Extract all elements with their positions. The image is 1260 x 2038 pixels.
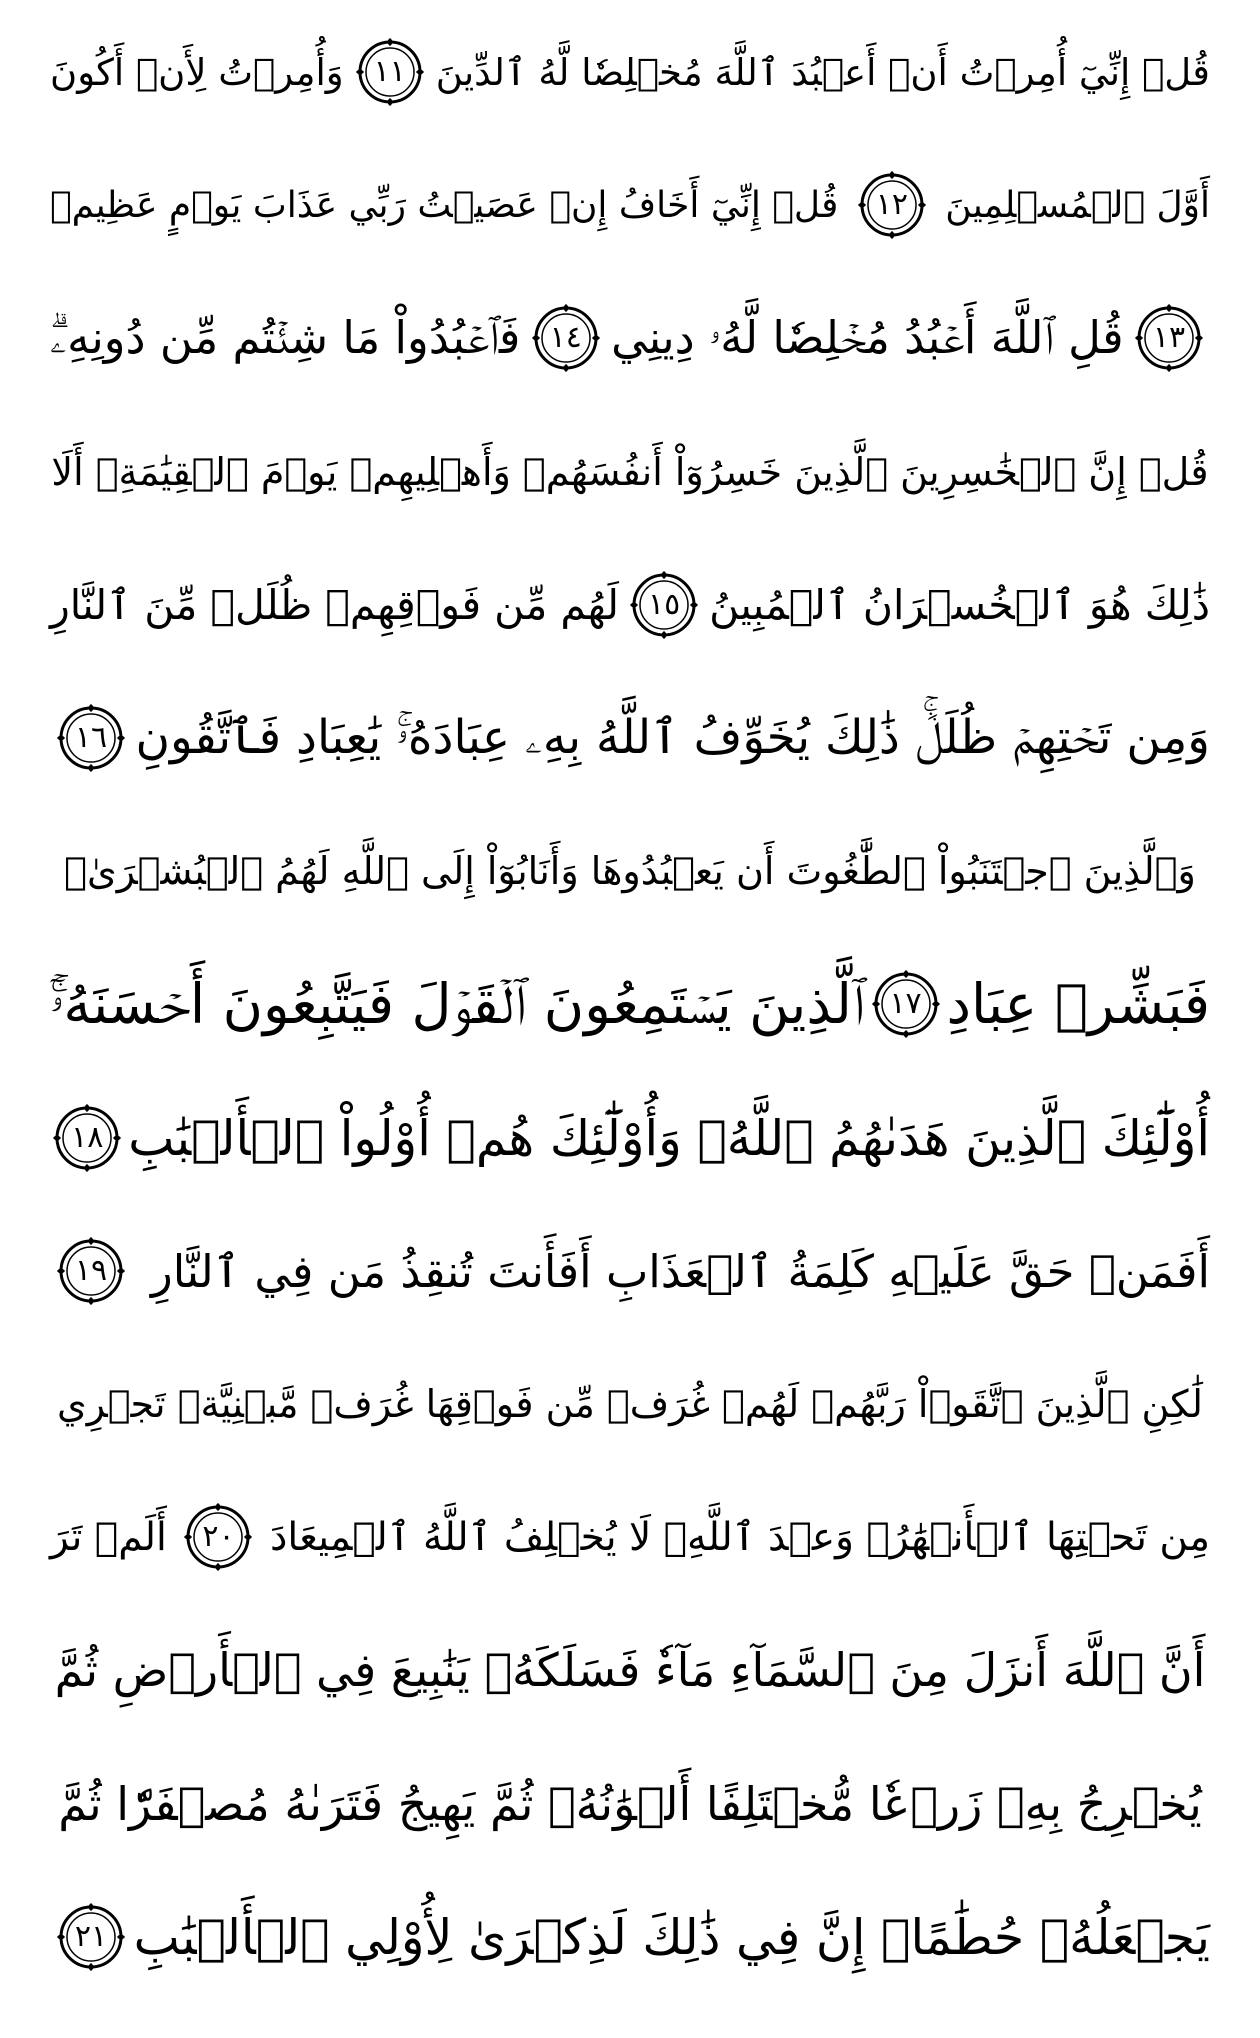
text-line (50, 1610, 1210, 1730)
verse-number-marker (54, 1234, 128, 1308)
verse-number: ٢١ (74, 1919, 108, 1954)
verse-text: وَمِن تَحۡتِهِمۡ ظُلَلٞۚ ذَٰلِكَ يُخَوِّفُ ٱللَّهُ بِهِۦ عِبَادَهُۥۚ يَٰعِبَادِ فَٱتَّقُونِ (135, 710, 1210, 765)
text-line (50, 1344, 1210, 1464)
text-line (50, 1744, 1210, 1864)
verse-number: ١٣ (1152, 320, 1186, 355)
verse-text: وَٱلَّذِينَ ٱجۡتَنَبُواْ ٱلطَّٰغُوتَ أَن يَعۡبُدُوهَا وَأَنَابُوٓاْ إِلَى ٱللَّهِ لَهُمُ ٱلۡبُشۡرَىٰۚ (64, 849, 1196, 893)
verse-number: ١١ (373, 54, 406, 89)
text-line (50, 412, 1210, 532)
verse-text: ٱلَّذِينَ يَسۡتَمِعُونَ ٱلۡقَوۡلَ فَيَتَّبِعُونَ أَحۡسَنَهُۥٓۚ (49, 971, 865, 1036)
verse-number: ١٩ (74, 1253, 108, 1288)
text-line (50, 1877, 1210, 1997)
verse-number-marker (855, 168, 929, 242)
verse-number-marker (50, 1101, 124, 1175)
verse-text: أَلَمۡ تَرَ (50, 1514, 167, 1560)
verse-number-marker (1132, 301, 1206, 375)
verse-text: قُلۡ إِنِّيٓ أُمِرۡتُ أَنۡ أَعۡبُدَ ٱللَّهَ مُخۡلِصٗا لَّهُ ٱلدِّينَ (435, 50, 1210, 94)
verse-number: ٢٠ (202, 1519, 235, 1554)
verse-number-marker (627, 568, 701, 642)
verse-text: أَفَمَنۡ حَقَّ عَلَيۡهِ كَلِمَةُ ٱلۡعَذَابِ أَفَأَنتَ تُنقِذُ مَن فِي ٱلنَّارِ (151, 1244, 1210, 1298)
text-line (50, 944, 1210, 1064)
verse-text: أَوَّلَ ٱلۡمُسۡلِمِينَ (945, 184, 1210, 226)
verse-text: فَبَشِّرۡ عِبَادِ (946, 972, 1210, 1036)
text-line (50, 678, 1210, 798)
verse-text: أَنَّ ٱللَّهَ أَنزَلَ مِنَ ٱلسَّمَآءِ مَآءٗ فَسَلَكَهُۥ يَنَٰبِيعَ فِي ٱلۡأَرۡضِ ثُمَّ (54, 1643, 1206, 1697)
verse-text: فَٱعۡبُدُواْ مَا شِئۡتُم مِّن دُونِهِۦۗ (50, 311, 521, 364)
verse-number: ١٨ (71, 1120, 104, 1155)
text-line (50, 278, 1210, 398)
verse-number-marker (353, 35, 427, 109)
verse-text: قُلۡ إِنِّيٓ أَخَافُ إِنۡ عَصَيۡتُ رَبِّي عَذَابَ يَوۡمٍ عَظِيمٖ (50, 184, 839, 226)
text-line (50, 145, 1210, 265)
verse-number: ١٦ (74, 720, 108, 755)
text-line (50, 1477, 1210, 1597)
text-line (50, 1211, 1210, 1331)
verse-number: ١٤ (549, 320, 582, 355)
verse-text: ذَٰلِكَ هُوَ ٱلۡخُسۡرَانُ ٱلۡمُبِينُ (709, 581, 1210, 629)
text-line (50, 12, 1210, 132)
text-line (50, 1078, 1210, 1198)
verse-number-marker (529, 301, 603, 375)
verse-number-marker (54, 701, 128, 775)
text-line (50, 811, 1210, 931)
verse-number-marker (181, 1500, 255, 1574)
verse-text: وَأُمِرۡتُ لِأَنۡ أَكُونَ (50, 50, 344, 94)
verse-text: أُوْلَٰٓئِكَ ٱلَّذِينَ هَدَىٰهُمُ ٱللَّهُۖ وَأُوْلَٰٓئِكَ هُمۡ أُوْلُواْ ٱلۡأَلۡبَٰبِ (128, 1109, 1210, 1167)
verse-number: ١٥ (647, 587, 681, 622)
verse-text: لَهُم مِّن فَوۡقِهِمۡ ظُلَلٞ مِّنَ ٱلنَّارِ (50, 581, 619, 629)
verse-text: يُخۡرِجُ بِهِۦ زَرۡعٗا مُّخۡتَلِفًا أَلۡوَٰنُهُۥ ثُمَّ يَهِيجُ فَتَرَىٰهُ مُصۡفَرّٗا ثُمَّ (58, 1777, 1202, 1831)
verse-number: ١٧ (889, 986, 922, 1021)
verse-number-marker (869, 967, 943, 1041)
verse-text: لَٰكِنِ ٱلَّذِينَ ٱتَّقَوۡاْ رَبَّهُمۡ لَهُمۡ غُرَفٞ مِّن فَوۡقِهَا غُرَفٞ مَّبۡنِيَّةٞ تَجۡرِي (57, 1382, 1203, 1426)
verse-text: قُلِ ٱللَّهَ أَعۡبُدُ مُخۡلِصٗا لَّهُۥ دِينِي (611, 311, 1124, 364)
verse-text: يَجۡعَلُهُۥ حُطَٰمًاۚ إِنَّ فِي ذَٰلِكَ لَذِكۡرَىٰ لِأُوْلِي ٱلۡأَلۡبَٰبِ (133, 1908, 1210, 1966)
verse-text: قُلۡ إِنَّ ٱلۡخَٰسِرِينَ ٱلَّذِينَ خَسِرُوٓاْ أَنفُسَهُمۡ وَأَهۡلِيهِمۡ يَوۡمَ ٱلۡقِيَٰمَةِۗ أَلَا (51, 450, 1209, 494)
verse-number: ١٢ (875, 187, 908, 222)
text-line (50, 545, 1210, 665)
verse-number-marker (54, 1900, 128, 1974)
verse-text: مِن تَحۡتِهَا ٱلۡأَنۡهَٰرُۖ وَعۡدَ ٱللَّهِۖ لَا يُخۡلِفُ ٱللَّهُ ٱلۡمِيعَادَ (270, 1514, 1210, 1560)
